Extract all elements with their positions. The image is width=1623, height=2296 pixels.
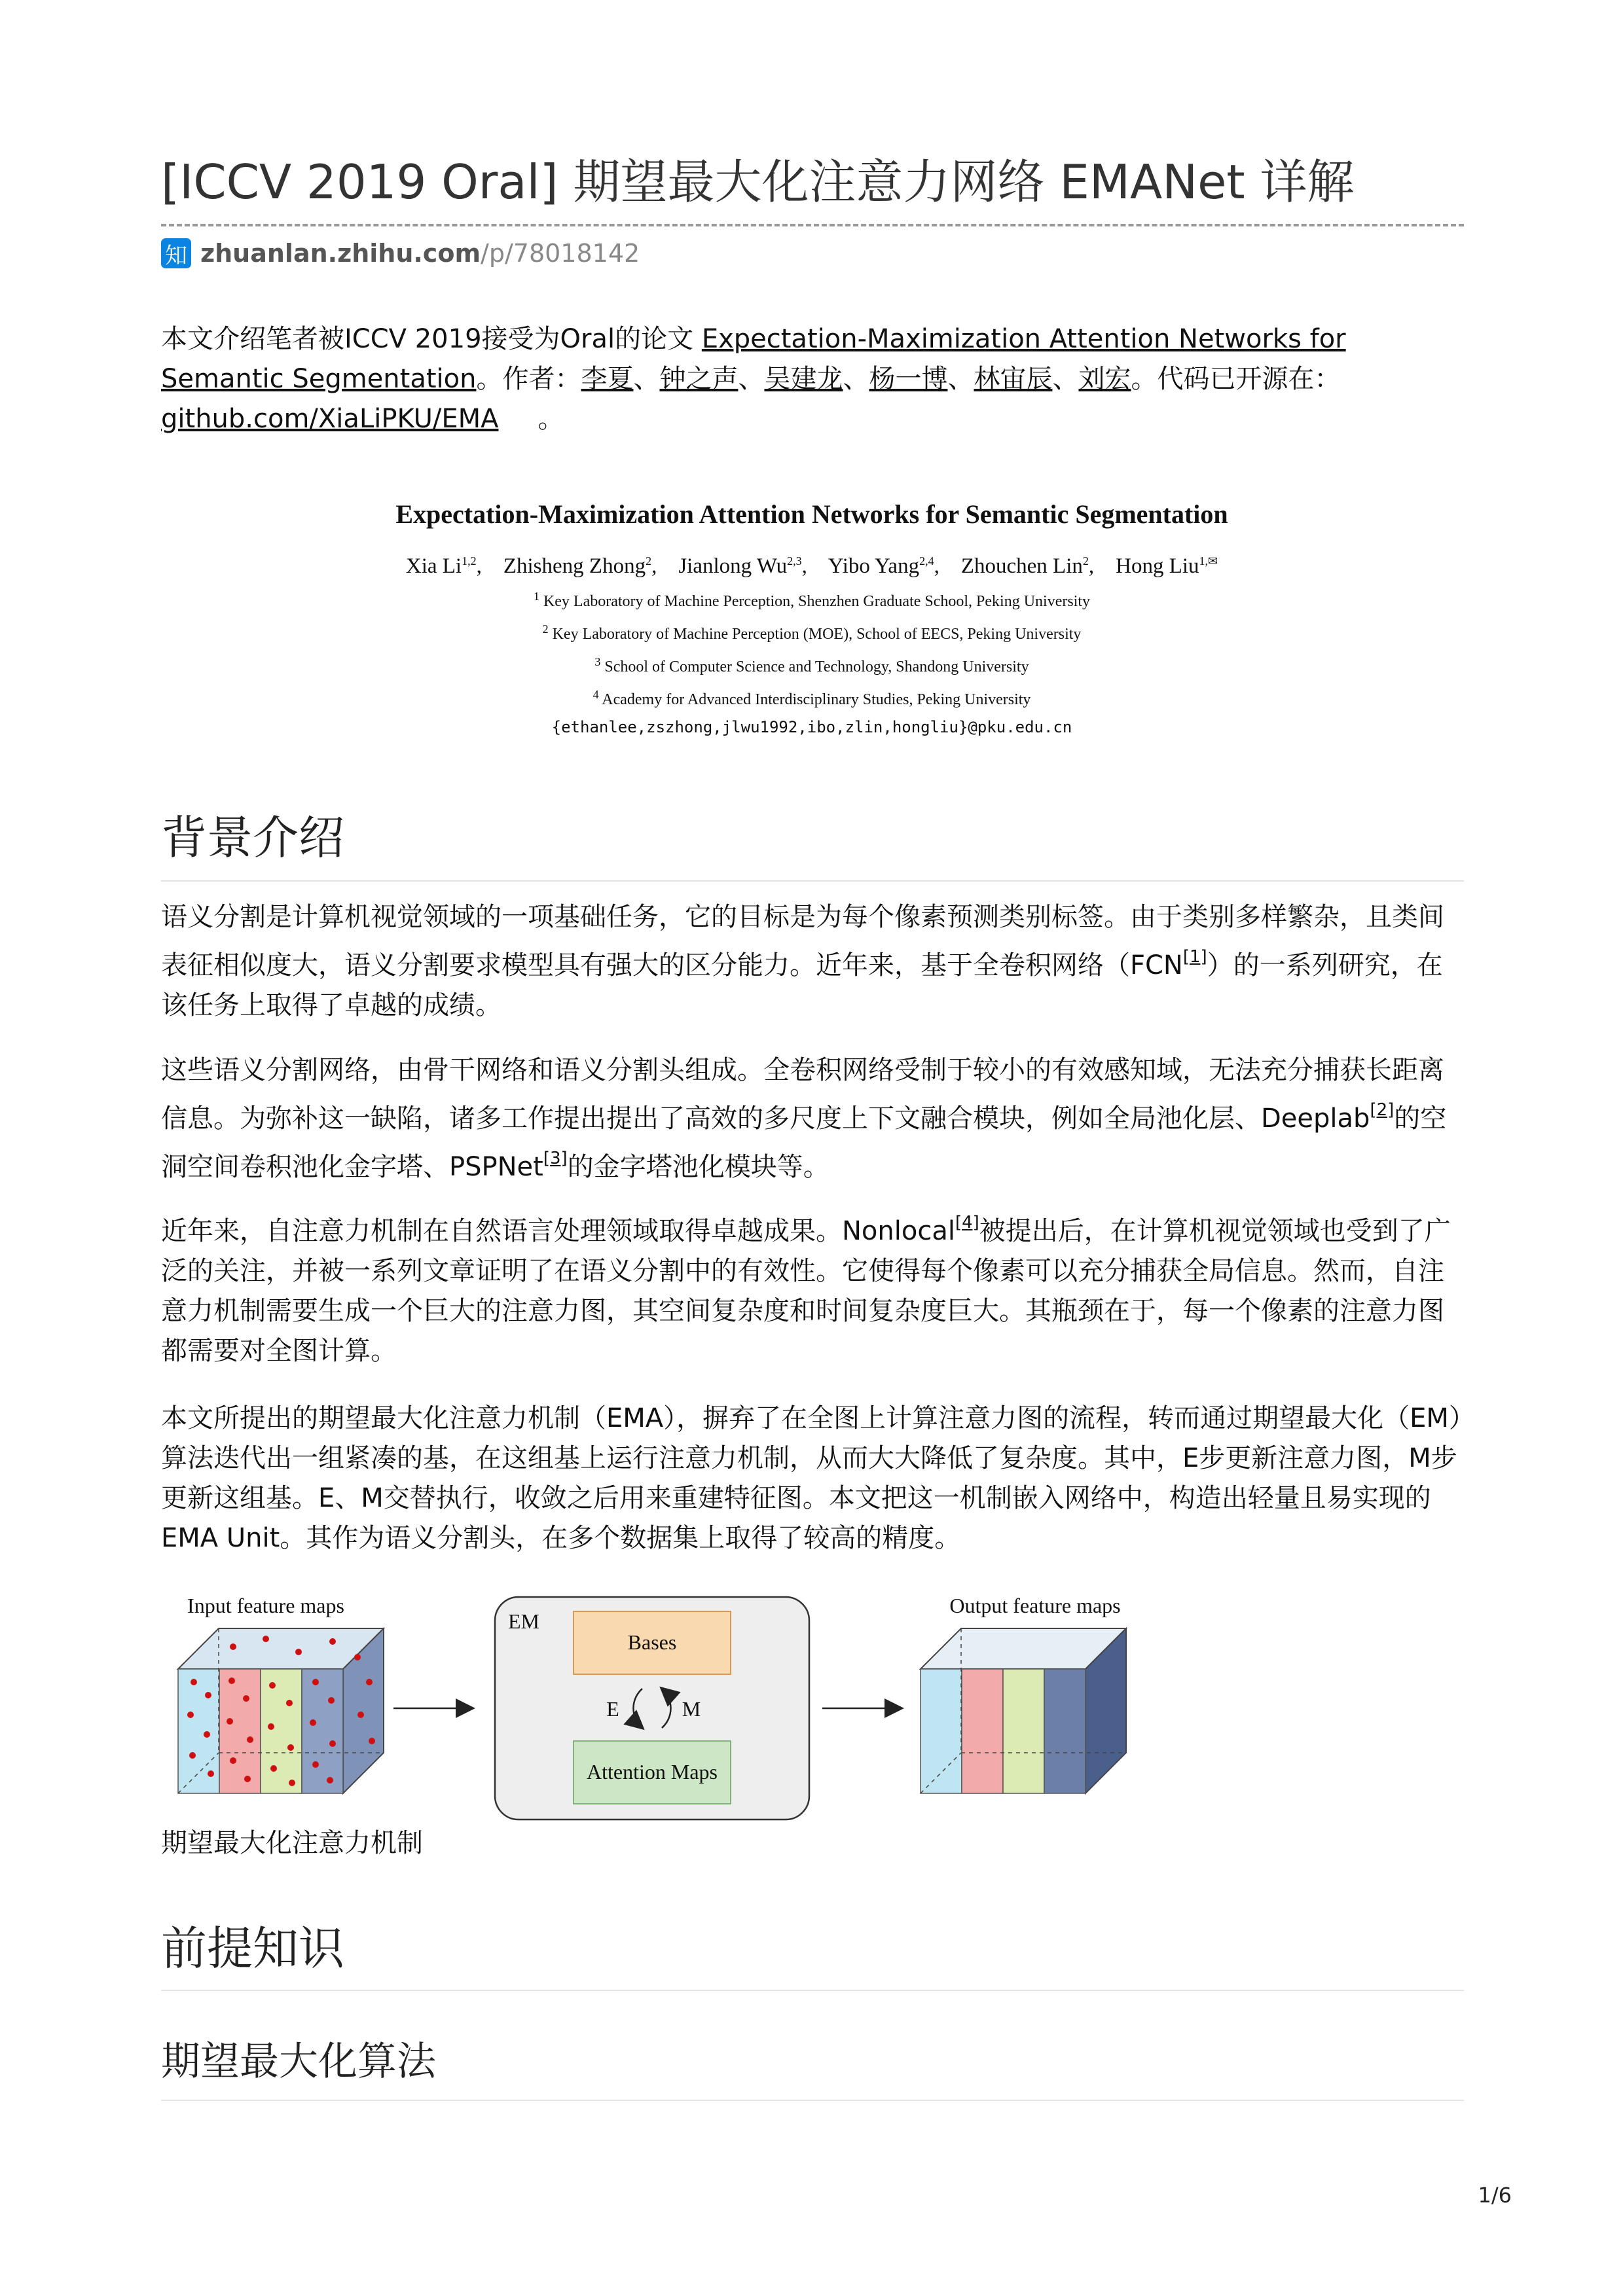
paper-title: Expectation-Maximization Attention Networks for Semantic Segmentation xyxy=(395,499,1228,529)
paper-affiliation: $^4$ Academy for Advanced Interdisciplinary Studies, Peking University xyxy=(593,688,1031,708)
author-link[interactable]: 杨一博 xyxy=(869,364,948,394)
section-divider xyxy=(161,2100,1464,2101)
paper-affiliation: $^3$ School of Computer Science and Technology, Shandong University xyxy=(594,655,1029,675)
author-link[interactable]: 林宙辰 xyxy=(974,364,1053,394)
author-link[interactable]: 吴建龙 xyxy=(764,364,843,394)
author-separator: 、 xyxy=(947,364,974,394)
code-text: 。代码已开源在： xyxy=(1131,364,1341,394)
paper-author: Hong Liu$^{1,✉}$ xyxy=(1116,554,1218,578)
author-separator: 、 xyxy=(843,364,869,394)
intro-paragraph xyxy=(161,319,1464,439)
source-line xyxy=(161,237,640,270)
paper-link[interactable]: Expectation-Maximization Attention Networks for Semantic Segmentation xyxy=(161,324,1346,394)
output-label: Output feature maps xyxy=(949,1594,1121,1617)
paper-author: Zhisheng Zhong$^2$, xyxy=(503,554,657,578)
paper-author: Jianlong Wu$^{2,3}$, xyxy=(678,554,807,578)
intro-end: 。 xyxy=(538,404,564,434)
bases-label: Bases xyxy=(627,1630,677,1654)
paper-author: Xia Li$^{1,2}$, xyxy=(405,554,482,578)
author-link[interactable]: 钟之声 xyxy=(659,364,739,394)
author-separator: 、 xyxy=(633,364,660,394)
input-cube xyxy=(178,1628,384,1793)
section-divider xyxy=(161,1990,1464,1991)
e-label: E xyxy=(606,1697,619,1721)
code-link[interactable]: github.com/XiaLiPKU/EMA xyxy=(161,404,499,434)
attention-label: Attention Maps xyxy=(587,1760,718,1784)
source-url[interactable] xyxy=(200,239,640,268)
title-divider xyxy=(161,224,1464,226)
paper-affiliation: $^1$ Key Laboratory of Machine Perception, Shenzhen Graduate School, Peking University xyxy=(533,590,1091,610)
footnote-ref[interactable]: [2] xyxy=(1370,1100,1395,1120)
author-separator: 、 xyxy=(1052,364,1079,394)
page-title: [ICCV 2019 Oral] 期望最大化注意力网络 EMANet 详解 xyxy=(161,154,1355,209)
input-label: Input feature maps xyxy=(187,1594,344,1617)
section-divider xyxy=(161,880,1464,882)
output-cube xyxy=(921,1628,1126,1793)
zhihu-icon: 知 xyxy=(161,238,191,268)
authors-lead: 。作者： xyxy=(476,364,581,394)
footnote-ref[interactable]: [3] xyxy=(543,1149,568,1168)
intro-prefix: 本文介绍笔者被ICCV 2019接受为Oral的论文 xyxy=(161,324,702,354)
paper-header-image xyxy=(262,491,1362,753)
source-host: zhuanlan.zhihu.com xyxy=(200,239,481,268)
paragraph-3: 近年来，自注意力机制在自然语言处理领域取得卓越成果。Nonlocal[4]被提出后，在计算机视觉领域也受到了广泛的关注，并被一系列文章证明了在语义分割中的有效性。它使得每个像素可以充分捕获全局信息。然而，自注意力机制需要生成一个巨大的注意力图，其空间复杂度和时间复杂度巨大。其瓶颈在于，每一个像素的注意力图都需要对全图计算。 xyxy=(161,1213,1451,1366)
subsection-heading-em: 期望最大化算法 xyxy=(161,2039,436,2085)
source-path: /p/78018142 xyxy=(481,239,640,268)
em-block xyxy=(495,1597,809,1820)
m-label: M xyxy=(682,1697,701,1721)
paragraph-2: 这些语义分割网络，由骨干网络和语义分割头组成。全卷积网络受制于较小的有效感知域，无法充分捕获长距离信息。为弥补这一缺陷，诸多工作提出提出了高效的多尺度上下文融合模块，例如全局池化层、Deeplab[2]的空洞空间卷积池化金字塔、PSPNet[3]的金字塔池化模块等。 xyxy=(161,1055,1447,1182)
paper-author: Yibo Yang$^{2,4}$, xyxy=(828,554,939,578)
paragraph-1: 语义分割是计算机视觉领域的一项基础任务，它的目标是为每个像素预测类别标签。由于类别多样繁杂，且类间表征相似度大，语义分割要求模型具有强大的区分能力。近年来，基于全卷积网络（FCN[1]）的一系列研究，在该任务上取得了卓越的成绩。 xyxy=(161,902,1444,1020)
footnote-ref[interactable]: [4] xyxy=(955,1213,979,1232)
page-number: 1/6 xyxy=(1478,2183,1512,2208)
author-separator: 、 xyxy=(738,364,765,394)
em-label: EM xyxy=(508,1609,539,1633)
paper-authors xyxy=(262,554,1362,579)
paper-author: Zhouchen Lin$^2$, xyxy=(960,554,1095,578)
author-link[interactable]: 刘宏 xyxy=(1078,364,1131,394)
section-heading-prereq: 前提知识 xyxy=(161,1922,344,1975)
author-link[interactable]: 李夏 xyxy=(581,364,634,394)
footnote-ref[interactable]: [1] xyxy=(1182,947,1207,967)
ema-figure xyxy=(161,1584,1156,1833)
paper-email: {ethanlee,zszhong,jlwu1992,ibo,zlin,hongliu}@pku.edu.cn xyxy=(551,718,1072,736)
paper-affiliation: $^2$ Key Laboratory of Machine Perception (MOE), School of EECS, Peking University xyxy=(542,622,1082,643)
section-heading-background: 背景介绍 xyxy=(161,811,344,865)
paragraph-4: 本文所提出的期望最大化注意力机制（EMA），摒弃了在全图上计算注意力图的流程，转而通过期望最大化（EM）算法迭代出一组紧凑的基，在这组基上运行注意力机制，从而大大降低了复杂度。其中，E步更新注意力图，M步更新这组基。E、M交替执行，收敛之后用来重建特征图。本文把这一机制嵌入网络中，构造出轻量且易实现的EMA Unit。其作为语义分割头，在多个数据集上取得了较高的精度。 xyxy=(161,1403,1462,1553)
figure-caption: 期望最大化注意力机制 xyxy=(161,1828,423,1858)
